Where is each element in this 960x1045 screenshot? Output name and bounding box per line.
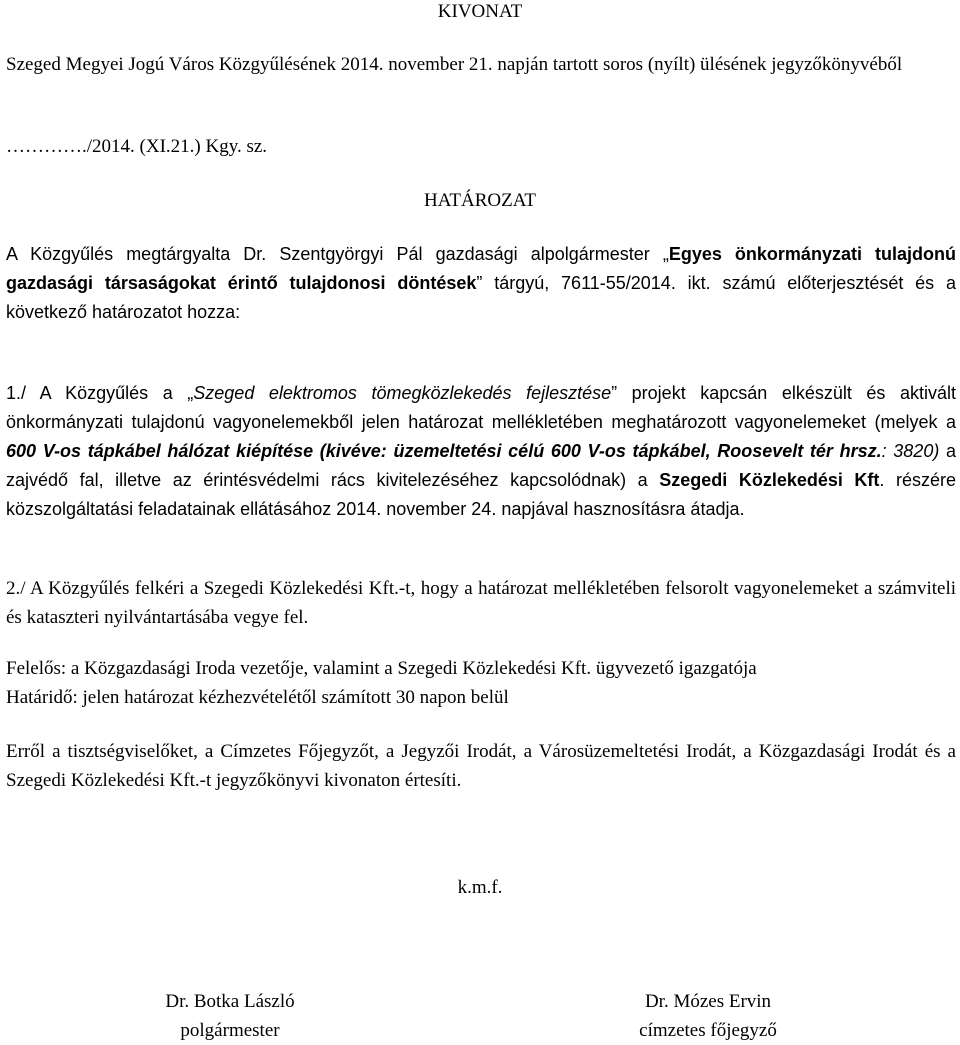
intro-subject: Egyes önkormányzati tulajdonú gazdasági társaságokat érintő tulajdonosi döntések bbox=[6, 244, 957, 293]
notification-paragraph: Erről a tisztségviselőket, a Címzetes Főjegyzőt, a Jegyzői Irodát, a Városüzemeltetési Irodát, a Közgazdasági Irodát és a Szegedi Közlekedési Kft.-t jegyzőkönyvi kivonaton értesíti. bbox=[6, 741, 956, 791]
signature-mayor bbox=[130, 987, 330, 1045]
item1-text-2: ” projekt kapcsán elkészült és aktivált önkormányzati tulajdonú vagyonelemekből jelen határozat mellékletében meghatározott vagyonelemeket (melyek a bbox=[6, 383, 956, 432]
resolution-reference: …………./2014. (XI.21.) Kgy. sz. bbox=[6, 136, 268, 157]
intro-paragraph bbox=[6, 240, 956, 327]
item1-company: Szegedi Közlekedési Kft bbox=[659, 470, 880, 490]
item1-text-1: 1./ A Közgyűlés a „ bbox=[6, 383, 194, 403]
item1-text-4: . részére közszolgáltatási feladatainak ellátásához 2014. november 24. napjával hasznosításra átadja. bbox=[6, 470, 956, 519]
signatory-name: Dr. Botka László bbox=[165, 991, 295, 1012]
item1-project-name: Szeged elektromos tömegközlekedés fejlesztése bbox=[193, 383, 612, 403]
item-1-paragraph bbox=[6, 379, 956, 524]
resolution-heading: HATÁROZAT bbox=[424, 190, 536, 211]
signatory-name: Dr. Mózes Ervin bbox=[644, 991, 772, 1012]
signature-chief-notary bbox=[608, 987, 808, 1045]
item1-cable-network: 600 V-os tápkábel hálózat kiépítése (kivéve: üzemeltetési célú 600 V-os tápkábel, Roosevelt tér hrsz. bbox=[6, 441, 882, 461]
signatory-role: polgármester bbox=[180, 1020, 280, 1041]
responsible-line: Felelős: a Közgazdasági Iroda vezetője, valamint a Szegedi Közlekedési Kft. ügyvezető igazgatója bbox=[6, 658, 757, 679]
intro-text-1: A Közgyűlés megtárgyalta Dr. Szentgyörgyi Pál gazdasági alpolgármester „ bbox=[6, 244, 669, 264]
header-line: Szeged Megyei Jogú Város Közgyűlésének 2014. november 21. napján tartott soros (nyílt) ülésének jegyzőkönyvéből bbox=[6, 54, 903, 75]
item-2-paragraph: 2./ A Közgyűlés felkéri a Szegedi Közlekedési Kft.-t, hogy a határozat mellékletében felsorolt vagyonelemeket a számviteli és kataszteri nyilvántartásába vegye fel. bbox=[6, 578, 956, 628]
document-title: KIVONAT bbox=[437, 1, 523, 22]
kmf-line: k.m.f. bbox=[457, 877, 503, 898]
item1-lot-number: : 3820) bbox=[881, 441, 940, 461]
signatory-role: címzetes főjegyző bbox=[639, 1020, 777, 1041]
intro-text-2: ” tárgyú, 7611-55/2014. ikt. számú előterjesztését és a következő határozatot hozza: bbox=[6, 273, 957, 322]
item1-text-3: a zajvédő fal, illetve az érintésvédelmi rács kivitelezéséhez kapcsolódnak) a bbox=[6, 441, 957, 490]
deadline-line: Határidő: jelen határozat kézhezvételétől számított 30 napon belül bbox=[6, 687, 509, 708]
